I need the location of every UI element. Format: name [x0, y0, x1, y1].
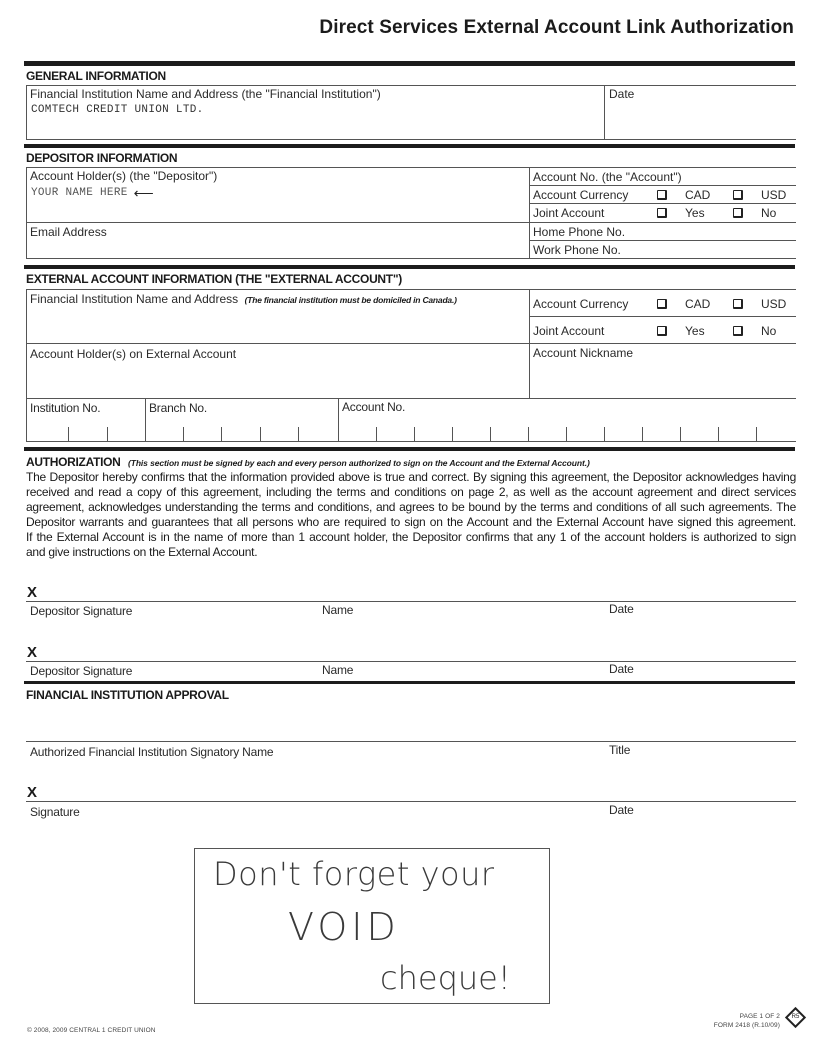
divider [24, 447, 795, 451]
ext-cad-checkbox[interactable] [657, 299, 667, 309]
divider [26, 398, 796, 399]
divider [26, 139, 796, 140]
copyright-text: © 2008, 2009 CENTRAL 1 CREDIT UNION [27, 1027, 156, 1034]
name-label: Name [322, 603, 354, 617]
ext-nickname-label: Account Nickname [533, 346, 634, 360]
ext-institution-label [30, 292, 525, 307]
section-heading-general: GENERAL INFORMATION [26, 69, 166, 83]
signature-label: Signature [30, 805, 80, 819]
page-number: PAGE 1 OF 2 [739, 1013, 780, 1020]
note-line-1: Don't forget your [213, 855, 495, 893]
account-no-ext-field[interactable] [339, 416, 795, 440]
authorization-line: received and read a copy of this agreement, including the terms and conditions on page 2, as well as the account agreement and direct services [26, 485, 796, 500]
signatory-name-label: Authorized Financial Institution Signatory Name [30, 745, 274, 759]
signature-line [26, 601, 796, 602]
date-field[interactable] [609, 102, 795, 138]
divider [26, 343, 796, 344]
ext-currency-label: Account Currency [533, 297, 629, 311]
signatory-name-field[interactable] [26, 722, 796, 740]
date-label: Date [609, 87, 635, 101]
title-label: Title [609, 743, 631, 757]
digit-separator [183, 427, 184, 441]
currency-label: Account Currency [533, 188, 629, 202]
divider [26, 167, 796, 168]
ext-joint-yes-label: Yes [685, 324, 705, 338]
divider [24, 61, 795, 66]
section-heading-authorization: AUTHORIZATION [26, 455, 121, 469]
authorization-heading-row [26, 455, 796, 470]
ext-institution-note: (The financial institution must be domiciled in Canada.) [244, 295, 457, 305]
ext-joint-label: Joint Account [533, 324, 605, 338]
ext-holders-label: Account Holder(s) on External Account [30, 347, 237, 361]
institution-label: Financial Institution Name and Address (the "Financial Institution") [30, 87, 381, 101]
joint-no-label: No [761, 206, 777, 220]
date-label: Date [609, 602, 634, 616]
digit-separator [718, 427, 719, 441]
email-label: Email Address [30, 225, 107, 239]
divider [529, 316, 796, 317]
divider [529, 185, 796, 186]
signature-x-mark: X [27, 584, 38, 601]
account-holder-label: Account Holder(s) (the "Depositor") [30, 169, 218, 183]
authorization-line: The Depositor hereby confirms that the information provided above is true and correct. By signing this agreement, the Depositor acknowledges having [26, 470, 796, 484]
authorization-line: If the External Account is in the name of more than 1 account holder, the Depositor confirms that any 1 of the account holders is authorized to sign [26, 530, 796, 545]
ext-usd-checkbox[interactable] [733, 299, 743, 309]
institution-no-field[interactable] [27, 416, 144, 440]
digit-separator [756, 427, 757, 441]
depositor-signature-label: Depositor Signature [30, 664, 133, 678]
usd-checkbox[interactable] [733, 190, 743, 200]
digit-separator [376, 427, 377, 441]
ext-joint-no-label: No [761, 324, 777, 338]
divider [26, 289, 796, 290]
email-field[interactable] [30, 240, 525, 257]
divider [24, 265, 795, 269]
revision-badge-text: R5 [791, 1014, 800, 1020]
joint-yes-checkbox[interactable] [657, 208, 667, 218]
depositor-signature-label: Depositor Signature [30, 604, 133, 618]
digit-separator [604, 427, 605, 441]
cad-checkbox[interactable] [657, 190, 667, 200]
depositor-signature-field-1[interactable] [44, 583, 796, 600]
digit-separator [68, 427, 69, 441]
branch-no-label: Branch No. [149, 401, 208, 415]
authorization-line: Depositor warrants and guarantees that all persons who are required to sign on the Account and the External Account have signed this agreement. [26, 515, 796, 530]
ext-usd-label: USD [761, 297, 787, 311]
account-holder-field[interactable]: YOUR NAME HERE [31, 186, 128, 199]
digit-separator [566, 427, 567, 441]
digit-separator [298, 427, 299, 441]
form-title: Direct Services External Account Link Authorization [319, 17, 794, 38]
account-holder-row [31, 186, 154, 200]
digit-separator [642, 427, 643, 441]
divider [26, 258, 796, 259]
divider [26, 222, 796, 223]
note-line-3: cheque! [380, 959, 511, 997]
divider [529, 203, 796, 204]
digit-separator [528, 427, 529, 441]
section-heading-external: EXTERNAL ACCOUNT INFORMATION (THE "EXTERNAL ACCOUNT") [26, 272, 402, 286]
divider [529, 167, 530, 259]
digit-separator [107, 427, 108, 441]
signature-line [26, 801, 796, 802]
institution-name-field[interactable]: COMTECH CREDIT UNION LTD. [31, 104, 204, 116]
divider [24, 144, 795, 148]
joint-no-checkbox[interactable] [733, 208, 743, 218]
authorization-line: agreement, acknowledges understanding the terms and conditions, and agrees to be bound by the terms and conditions of all such agreements. The [26, 500, 796, 515]
usd-option-label: USD [761, 188, 787, 202]
authorization-line: and give instructions on the External Account. [26, 545, 258, 560]
digit-separator [680, 427, 681, 441]
note-line-2: VOID [288, 905, 400, 949]
account-no-label: Account No. (the "Account") [533, 170, 682, 184]
ext-institution-label-text: Financial Institution Name and Address [30, 292, 239, 306]
signature-line [26, 661, 796, 662]
ext-joint-yes-checkbox[interactable] [657, 326, 667, 336]
branch-no-field[interactable] [146, 416, 337, 440]
divider [24, 681, 795, 684]
digit-separator [452, 427, 453, 441]
depositor-signature-field-2[interactable] [44, 643, 796, 660]
date-label: Date [609, 662, 634, 676]
home-phone-label: Home Phone No. [533, 225, 626, 239]
signature-x-mark: X [27, 784, 38, 801]
section-heading-depositor: DEPOSITOR INFORMATION [26, 151, 178, 165]
divider [529, 240, 796, 241]
ext-cad-label: CAD [685, 297, 711, 311]
account-no-ext-label: Account No. [342, 400, 406, 414]
name-label: Name [322, 663, 354, 677]
ext-joint-no-checkbox[interactable] [733, 326, 743, 336]
divider [26, 85, 796, 86]
divider [26, 441, 796, 442]
divider [26, 167, 27, 259]
joint-yes-label: Yes [685, 206, 705, 220]
work-phone-label: Work Phone No. [533, 243, 621, 257]
digit-separator [260, 427, 261, 441]
authorization-note: (This section must be signed by each and every person authorized to sign on the Account and the External Account.) [128, 458, 590, 468]
authorization-text [26, 470, 796, 561]
institution-no-label: Institution No. [30, 401, 101, 415]
joint-account-label: Joint Account [533, 206, 605, 220]
section-heading-approval: FINANCIAL INSTITUTION APPROVAL [26, 688, 229, 702]
signature-x-mark: X [27, 644, 38, 661]
divider [26, 85, 27, 140]
cad-option-label: CAD [685, 188, 711, 202]
signature-line [26, 741, 796, 742]
form-number: FORM 2418 (R.10/09) [713, 1022, 780, 1029]
divider [604, 85, 605, 140]
digit-separator [221, 427, 222, 441]
date-label: Date [609, 803, 634, 817]
arrow-left-icon: ⟵ [133, 185, 154, 201]
digit-separator [414, 427, 415, 441]
digit-separator [490, 427, 491, 441]
approval-signature-field[interactable] [44, 783, 796, 800]
